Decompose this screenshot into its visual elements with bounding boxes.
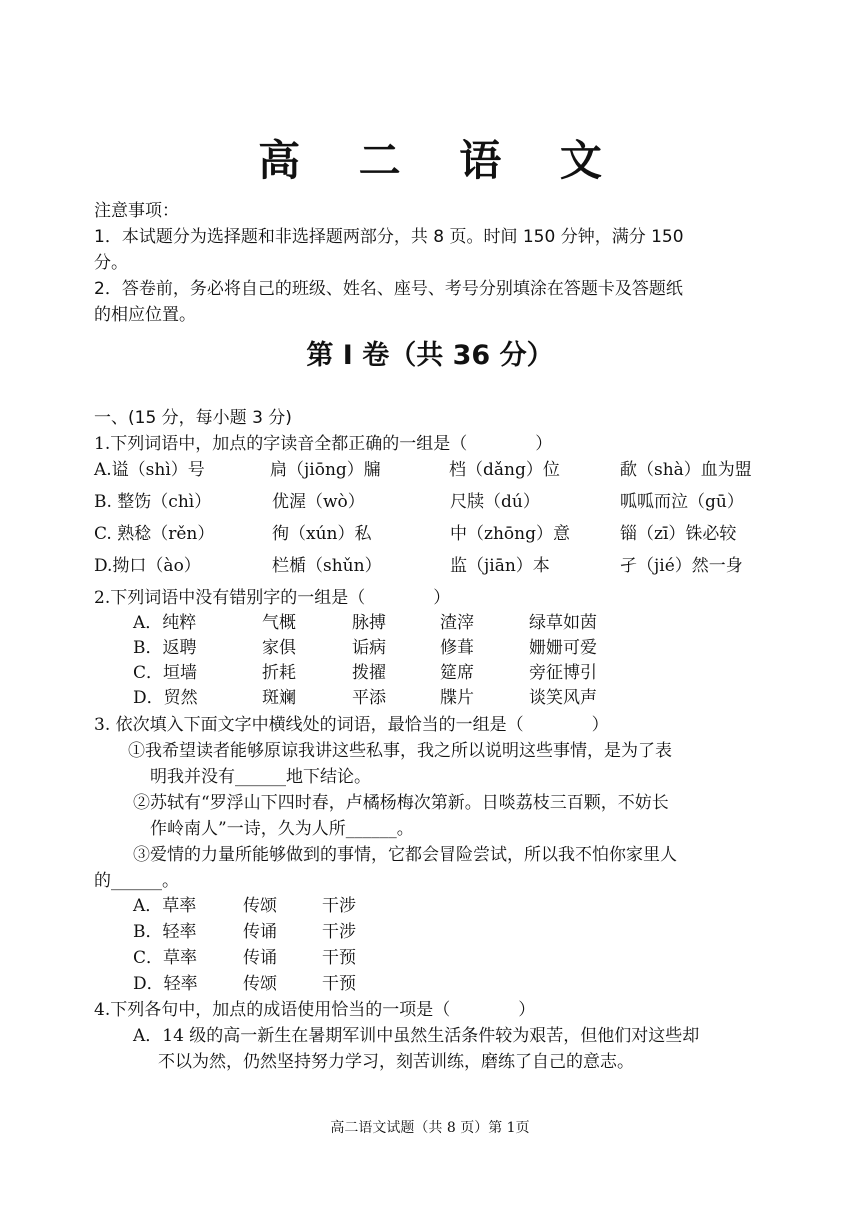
option-cell: 呱呱而泣（gū） [620, 492, 744, 512]
question-2-row-c [0, 658, 860, 684]
option-cell: 干预 [322, 974, 356, 994]
option-cell: C．垣墙 [133, 663, 198, 683]
option-cell: 诟病 [352, 638, 386, 658]
option-cell: 干预 [322, 948, 356, 968]
option-cell: 拨擢 [352, 663, 386, 683]
option-cell: 牒片 [440, 688, 474, 708]
option-cell: 栏楯（shǔn） [272, 556, 382, 576]
option-cell: 中（zhōng）意 [450, 524, 570, 544]
option-cell: D．贸然 [133, 688, 198, 708]
notice-item-2-cont: 的相应位置。 [94, 305, 196, 325]
notice-item-2: 2．答卷前，务必将自己的班级、姓名、座号、考号分别填涂在答题卡及答题纸 [94, 279, 683, 299]
volume-title: 第 I 卷（共 36 分） [306, 340, 554, 371]
passage-3: ③爱情的力量所能够做到的事情，它都会冒险尝试，所以我不怕你家里人 [133, 845, 677, 865]
option-cell: 渣滓 [440, 613, 474, 633]
option-cell: 扃（jiōng）牖 [270, 460, 381, 480]
question-3-row-b [0, 917, 860, 943]
option-cell: 歃（shà）血为盟 [620, 460, 752, 480]
option-cell: A．纯粹 [133, 613, 197, 633]
question-2-row-a [0, 608, 860, 634]
option-cell: 传诵 [243, 948, 277, 968]
question-1-row-a [0, 455, 860, 481]
option-cell: 谈笑风声 [529, 688, 597, 708]
option-cell: 旁征博引 [529, 663, 597, 683]
question-1-row-c [0, 519, 860, 545]
option-cell: 气概 [262, 613, 296, 633]
option-cell: A.谥（shì）号 [94, 460, 205, 480]
option-cell: 家俱 [262, 638, 296, 658]
question-2-row-b [0, 633, 860, 659]
option-cell: D．轻率 [133, 974, 198, 994]
option-cell: 传颂 [243, 974, 277, 994]
option-a-line-cont: 不以为然，仍然坚持努力学习，刻苦训练，磨练了自己的意志。 [158, 1052, 634, 1072]
section-heading: 一、(15 分，每小题 3 分) [94, 408, 292, 428]
option-cell: 干涉 [322, 922, 356, 942]
option-cell: 脉搏 [352, 613, 386, 633]
question-3-row-c [0, 943, 860, 969]
question-2-row-d [0, 683, 860, 709]
question-4-stem: 4.下列各句中，加点的成语使用恰当的一项是（ ） [94, 1000, 536, 1020]
option-cell: 筵席 [440, 663, 474, 683]
question-1-stem: 1.下列词语中，加点的字读音全都正确的一组是（ ） [94, 434, 553, 454]
option-cell: 姗姗可爱 [529, 638, 597, 658]
option-cell: B．返聘 [133, 638, 197, 658]
notice-item-1-cont: 分。 [94, 253, 128, 273]
notice-heading: 注意事项： [94, 201, 179, 221]
option-cell: D.拗口（ào） [94, 556, 201, 576]
passage-1: ①我希望读者能够原谅我讲这些私事，我之所以说明这些事情，是为了表 [128, 741, 672, 761]
notice-item-1: 1．本试题分为选择题和非选择题两部分，共 8 页。时间 150 分钟，满分 150 [94, 227, 684, 247]
option-cell: 孑（jié）然一身 [620, 556, 743, 576]
passage-2-cont: 作岭南人”一诗，久为人所______。 [150, 819, 414, 839]
option-cell: B．轻率 [133, 922, 197, 942]
question-1-row-d [0, 551, 860, 577]
option-cell: 徇（xún）私 [272, 524, 372, 544]
option-cell: 监（jiān）本 [450, 556, 550, 576]
question-3-row-d [0, 969, 860, 995]
passage-3-cont: 的______。 [94, 871, 179, 891]
passage-1-cont: 明我并没有______地下结论。 [150, 767, 371, 787]
page-footer: 高二语文试题（共 8 页）第 1页 [330, 1120, 530, 1136]
question-3-stem: 3. 依次填入下面文字中横线处的词语，最恰当的一组是（ ） [94, 715, 609, 735]
option-cell: 尺牍（dú） [450, 492, 540, 512]
option-cell: 锱（zī）铢必较 [620, 524, 737, 544]
option-cell: 干涉 [322, 896, 356, 916]
option-cell: 传诵 [243, 922, 277, 942]
option-cell: 传颂 [243, 896, 277, 916]
option-cell: B. 整饬（chì） [94, 492, 212, 512]
option-a-line: A．14 级的高一新生在暑期军训中虽然生活条件较为艰苦，但他们对这些却 [133, 1026, 700, 1046]
question-3-row-a [0, 891, 860, 917]
option-cell: C．草率 [133, 948, 198, 968]
option-cell: 折耗 [262, 663, 296, 683]
passage-2: ②苏轼有“罗浮山下四时春，卢橘杨梅次第新。日啖荔枝三百颗，不妨长 [133, 793, 669, 813]
option-cell: 绿草如茵 [529, 613, 597, 633]
option-cell: 修葺 [440, 638, 474, 658]
option-cell: 档（dǎng）位 [449, 460, 560, 480]
question-1-row-b [0, 487, 860, 513]
option-cell: 斑斓 [262, 688, 296, 708]
option-cell: 平添 [352, 688, 386, 708]
question-2-stem: 2.下列词语中没有错别字的一组是（ ） [94, 588, 451, 608]
option-cell: 优渥（wò） [272, 492, 365, 512]
option-cell: C. 熟稔（rěn） [94, 524, 215, 544]
page-title: 高 二 语 文 [258, 136, 624, 185]
option-cell: A．草率 [133, 896, 197, 916]
